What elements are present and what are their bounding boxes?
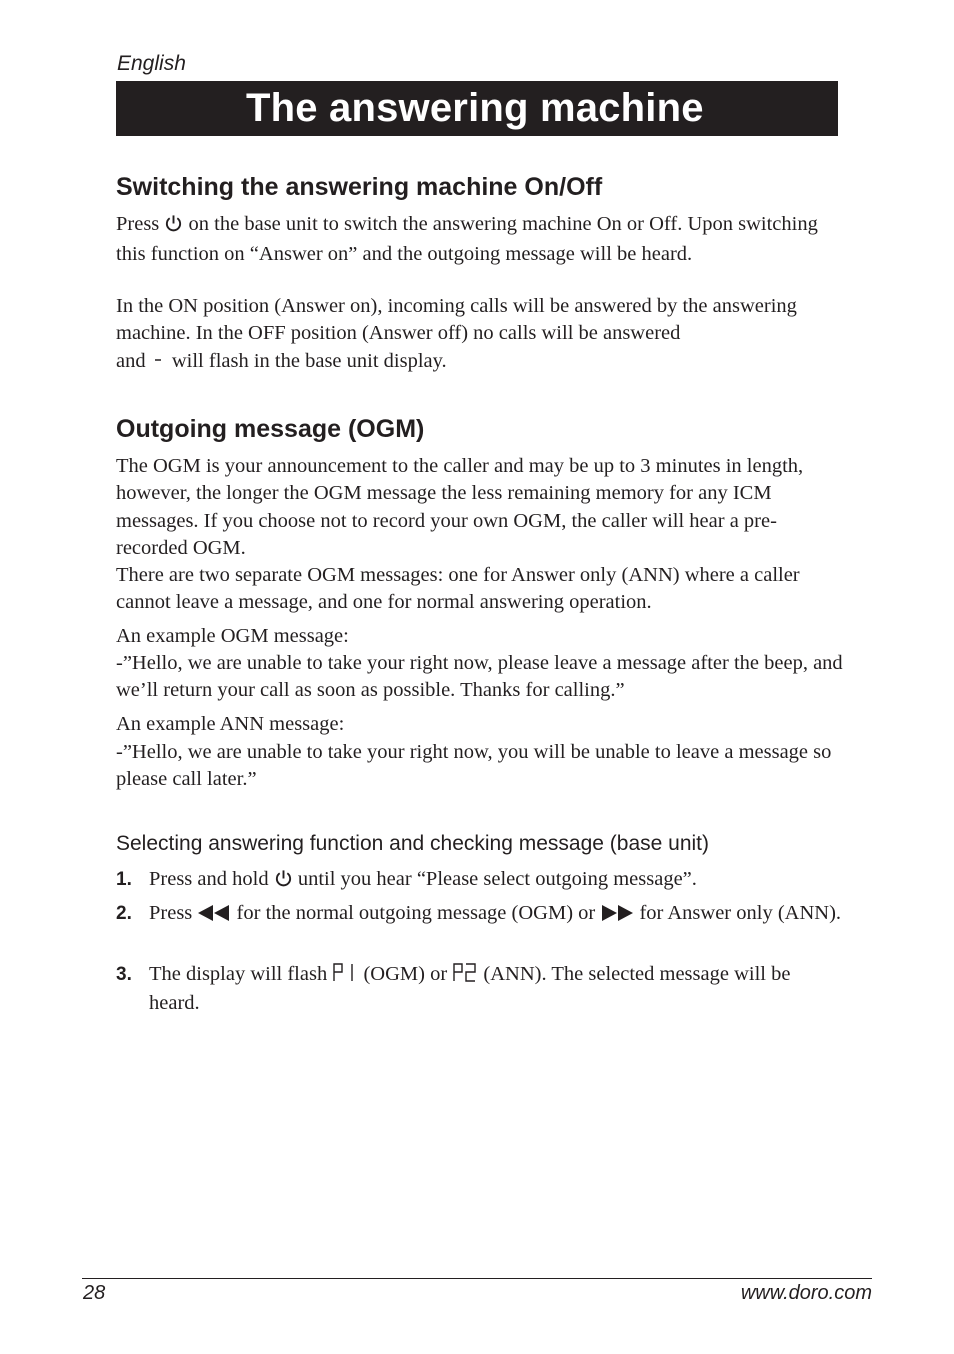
dash-segment-icon (151, 350, 167, 377)
text: In the ON position (Answer on), incoming calls will be answered by the answering machine. In the OFF position (Answer off) no calls will be answered (116, 295, 797, 345)
text: will flash in the base unit display. (171, 349, 447, 372)
step-number: 1. (116, 869, 132, 890)
text: (OGM) or (363, 963, 448, 985)
text: Press (116, 213, 160, 235)
text: and (116, 349, 146, 372)
paragraph-press-power (116, 211, 846, 269)
example-ogm-label: An example OGM message: (116, 625, 349, 647)
power-icon (164, 214, 183, 241)
title-bar (116, 81, 838, 136)
p1-segment-icon (332, 962, 358, 990)
example-ann-text: -”Hello, we are unable to take your right now, you will be unable to leave a message so please call later.” (116, 741, 832, 791)
list-item (116, 900, 846, 930)
page-number: 28 (83, 1282, 106, 1304)
text: (ANN). The selected message will be heard. (149, 963, 791, 1015)
text: Press and hold (149, 868, 269, 890)
section-heading-on-off: Switching the answering machine On/Off (116, 173, 603, 201)
p2-segment-icon (452, 962, 478, 990)
paragraph-on-position (116, 293, 846, 377)
text: Press (149, 902, 193, 924)
text: for Answer only (ANN). (639, 902, 842, 924)
text: on the base unit to switch the answering machine On or Off. Upon switching this function on “Answer on” and the outgoing message will be heard. (116, 213, 818, 266)
list-item (116, 961, 846, 1018)
rewind-icon (197, 903, 231, 930)
list-item (116, 866, 846, 896)
website-url: www.doro.com (740, 1282, 872, 1304)
fast-forward-icon (600, 903, 634, 930)
step-number: 2. (116, 903, 132, 924)
example-ogm-text: -”Hello, we are unable to take your right now, please leave a message after the beep, and we’ll return your call as soon as possible. Thanks for calling.” (116, 652, 843, 702)
text: until you hear “Please select outgoing message”. (297, 868, 697, 890)
power-icon (274, 869, 293, 896)
paragraph-ogm-intro: The OGM is your announcement to the caller and may be up to 3 minutes in length, however, the longer the OGM message the less remaining memory for any ICM messages. If you choose not to record your own OGM, the caller will hear a pre-recorded OGM. (116, 455, 804, 560)
language-label: English (117, 52, 186, 75)
text: for the normal outgoing message (OGM) or (236, 902, 596, 924)
section-heading-selecting: Selecting answering function and checking message (base unit) (116, 832, 710, 855)
paragraph-ogm-two-messages: There are two separate OGM messages: one for Answer only (ANN) where a caller cannot leave a message, and one for normal answering operation. (116, 564, 800, 614)
step-number: 3. (116, 964, 132, 985)
footer-divider (82, 1278, 872, 1279)
text: The display will flash (149, 963, 328, 985)
section-heading-ogm: Outgoing message (OGM) (116, 415, 425, 443)
example-ann-label: An example ANN message: (116, 713, 345, 735)
page-title: The answering machine (246, 86, 704, 130)
